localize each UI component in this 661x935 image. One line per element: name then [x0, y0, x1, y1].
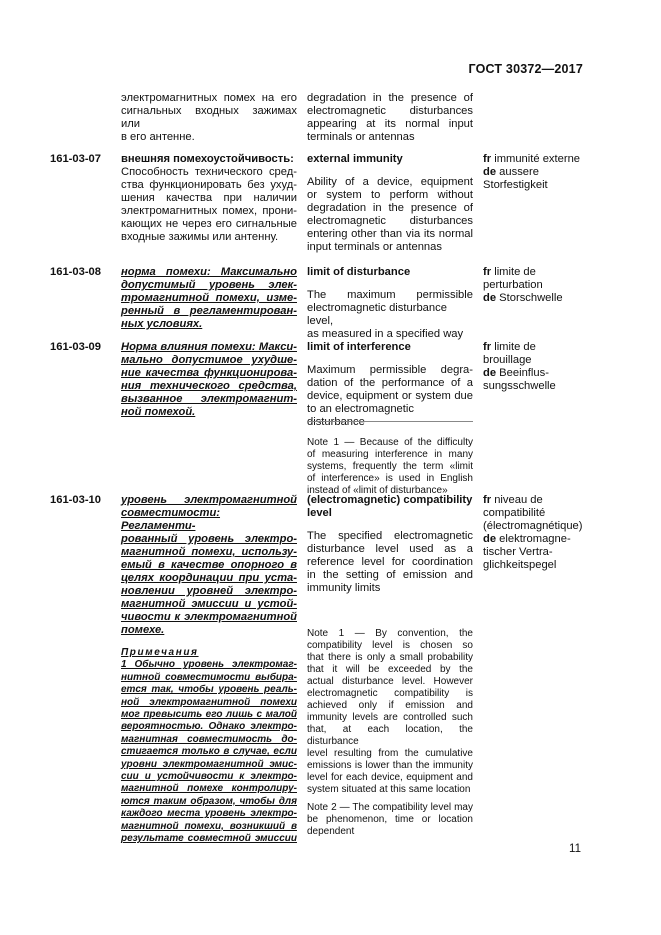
en-line: electromagnetic disturbances [307, 105, 473, 117]
ru-definition [121, 153, 297, 244]
en-note [307, 437, 473, 497]
en-line: degradation in the presence of [307, 92, 473, 104]
en-note-line: Note 1 — Because of the difficulty [307, 437, 473, 448]
ru-definition [121, 494, 297, 846]
multilingual-terms [483, 341, 593, 393]
en-line: to an electromagnetic disturbance [307, 403, 414, 428]
en-note-line: actual disturbance level. However [307, 676, 473, 687]
en-term: external immunity [307, 153, 403, 165]
en-note-line: that there is only a small probability [307, 652, 473, 663]
en-term: limit of interference [307, 341, 411, 353]
ru-note-line: стигается только в случае, если [121, 746, 297, 758]
lang-code-de: de [483, 533, 497, 545]
ru-line: тромагнитной помехи, изме- [121, 292, 297, 304]
ru-note-line: ной электромагнитной помехи [121, 696, 297, 708]
en-note-line: systems, frequently the term «limit [307, 461, 473, 472]
ru-note-line: магнитной помехе контролиру- [121, 783, 297, 795]
ru-note-line: магнитной помехи, возникший в [121, 820, 297, 832]
ru-line: магнитной эмиссии и устой- [121, 598, 297, 610]
ru-line: шения качества при наличии [121, 192, 297, 204]
en-note-line: electromagnetic compatibility is [307, 688, 473, 699]
fr-term: niveau de [494, 494, 543, 506]
en-note-line: emissions is lower than the immunity [307, 760, 473, 771]
multilingual-terms [483, 153, 593, 192]
ru-definition [121, 341, 297, 419]
fr-term: limite de [494, 266, 536, 278]
entry-number: 161-03-08 [50, 266, 102, 278]
fr-term: brouillage [483, 354, 532, 366]
ru-line: совместимости: Регламенти- [121, 507, 221, 532]
ru-line: рованный уровень электро- [121, 533, 297, 545]
en-note-line: compatibility level is chosen so [307, 640, 473, 651]
de-term: elektromagne- [499, 533, 571, 545]
en-note-line: level for each device, equipment and [307, 772, 473, 783]
lang-code-de: de [483, 166, 497, 178]
en-note-1 [307, 628, 473, 796]
lang-code-de: de [483, 367, 497, 379]
entry-number: 161-03-07 [50, 153, 102, 165]
en-note-line: Note 1 — By convention, the [307, 628, 473, 639]
ru-line: электромагнитных помех, прони- [121, 205, 297, 217]
entry-number: 161-03-09 [50, 341, 102, 353]
en-line: disturbance level used as a [307, 543, 473, 555]
en-line: as measured in a specified way [307, 328, 464, 340]
fr-term: limite de [494, 341, 536, 353]
ru-line: ния технического средства, [121, 380, 297, 392]
note-divider [307, 421, 473, 422]
en-note-line: be phenomenon, time or location [307, 814, 473, 825]
en-note-line: of measuring interference in many [307, 449, 473, 460]
en-definition [307, 266, 473, 341]
ru-line: емый в качестве опорного в [121, 559, 297, 571]
fr-term: immunité externe [494, 153, 581, 165]
ru-line: кающих не через его сигнальные [121, 218, 297, 230]
en-note-line: instead of «limit of disturbance» [307, 485, 448, 496]
en-line: immunity limits [307, 582, 381, 594]
lang-code-fr: fr [483, 341, 492, 353]
lang-code-fr: fr [483, 153, 492, 165]
en-line: dation of the performance of a [307, 377, 473, 389]
ru-note-line: уровни электромагнитной эмис- [121, 758, 297, 770]
en-line: entering other than via its normal [307, 228, 473, 240]
en-line: The specified electromagnetic [307, 530, 473, 542]
en-line: reference level for coordination [307, 556, 473, 568]
multilingual-terms [483, 266, 593, 305]
en-note-line: that, at each location, the disturbance [307, 724, 473, 747]
ru-term: внешняя помехоустойчивость: [121, 153, 294, 165]
en-line: appearing at its normal input [307, 118, 473, 130]
ru-line: ренный в регламентирован- [121, 305, 297, 317]
en-line: device, equipment or system due [307, 390, 473, 402]
en-note-line: system situated at this same location [307, 784, 471, 795]
en-term: (electromagnetic) compatibility [307, 494, 473, 506]
ru-note-line: нитной совместимости выбира- [121, 671, 297, 683]
ru-note-line: каждого места уровень электро- [121, 808, 297, 820]
ru-line: норма помехи: Максимально [121, 266, 297, 278]
ru-line: мально допустимое ухудше- [121, 354, 297, 366]
de-term: glichkeitspegel [483, 559, 557, 571]
en-note-line: of interference» is used in English [307, 473, 473, 484]
en-line: in the setting of emission and [307, 569, 473, 581]
ru-line: сигнальных входных зажимах или [121, 105, 297, 130]
ru-line: целях координации при уста- [121, 572, 297, 584]
ru-note-line: результате совместной эмиссии [121, 833, 297, 845]
entry-number: 161-03-10 [50, 494, 102, 506]
multilingual-terms [483, 494, 593, 572]
ru-note-line: сии и устойчивости к электро- [121, 771, 297, 783]
en-line: Maximum permissible degra- [307, 364, 473, 376]
ru-line: допустимый уровень элек- [121, 279, 297, 291]
en-continuation [307, 92, 473, 144]
ru-line: вызванное электромагнит- [121, 393, 297, 405]
ru-line: чивости к электромагнитной [121, 611, 297, 623]
ru-line: магнитной помехи, использу- [121, 546, 297, 558]
ru-line: ства функционировать без ухуд- [121, 179, 297, 191]
en-note-line: that it will be exceeded by the [307, 664, 473, 675]
de-term: aussere [499, 166, 539, 178]
en-line: degradation in the presence of [307, 202, 473, 214]
ru-line: ние качества функционирова- [121, 367, 297, 379]
en-note-2 [307, 802, 473, 838]
en-line: electromagnetic disturbances [307, 215, 473, 227]
en-term: level [307, 507, 332, 519]
ru-definition [121, 266, 297, 331]
de-term: Beeinflus- [499, 367, 549, 379]
de-term: sungsschwelle [483, 380, 556, 392]
fr-term: compatibilité [483, 507, 546, 519]
en-note-line: Note 2 — The compatibility level may [307, 802, 473, 813]
lang-code-de: de [483, 292, 497, 304]
lang-code-fr: fr [483, 494, 492, 506]
fr-term: perturbation [483, 279, 543, 291]
en-line: input terminals or antennas [307, 241, 442, 253]
en-line: The maximum permissible [307, 289, 473, 301]
en-note-line: immunity levels are controlled such [307, 712, 473, 723]
de-term: Storfestigkeit [483, 179, 548, 191]
en-note-line: dependent [307, 826, 355, 837]
en-definition [307, 153, 473, 254]
en-term: limit of disturbance [307, 266, 411, 278]
en-line: electromagnetic disturbance level, [307, 302, 447, 327]
document-header: ГОСТ 30372—2017 [468, 62, 583, 76]
en-note-line: level resulting from the cumulative [307, 748, 473, 759]
ru-line: Норма влияния помехи: Макси- [121, 341, 297, 353]
en-line: or system to perform without [307, 189, 473, 201]
ru-note-title: Примечания [121, 647, 199, 658]
ru-continuation [121, 92, 297, 144]
lang-code-fr: fr [483, 266, 492, 278]
ru-line: новлении уровней электро- [121, 585, 297, 597]
en-definition [307, 341, 473, 497]
ru-note-line: вероятностью. Однако электро- [121, 721, 297, 733]
en-line: terminals or antennas [307, 131, 415, 143]
page-number: 11 [569, 843, 581, 855]
ru-note-line: мог превысить его лишь с малой [121, 709, 297, 721]
ru-note-line: 1 Обычно уровень электромаг- [121, 659, 297, 671]
ru-note-line: ются таким образом, чтобы для [121, 795, 297, 807]
fr-term: (électromagnétique) [483, 520, 583, 532]
ru-note-line: магнитная совместимость до- [121, 733, 297, 745]
ru-note-line: ется так, чтобы уровень реаль- [121, 684, 297, 696]
en-line: Ability of a device, equipment [307, 176, 473, 188]
ru-line: уровень электромагнитной [121, 494, 297, 506]
ru-line: в его антенне. [121, 131, 195, 143]
de-term: tischer Vertra- [483, 546, 553, 558]
en-note-line: achieved only if emission and [307, 700, 473, 711]
de-term: Storschwelle [499, 292, 563, 304]
ru-line: ной помехой. [121, 406, 196, 418]
ru-line: ных условиях. [121, 318, 203, 330]
ru-line: помехе. [121, 624, 165, 636]
ru-line: Способность технического сред- [121, 166, 297, 178]
ru-line: электромагнитных помех на его [121, 92, 297, 104]
ru-line: входные зажимы или антенну. [121, 231, 279, 243]
en-definition [307, 494, 473, 838]
